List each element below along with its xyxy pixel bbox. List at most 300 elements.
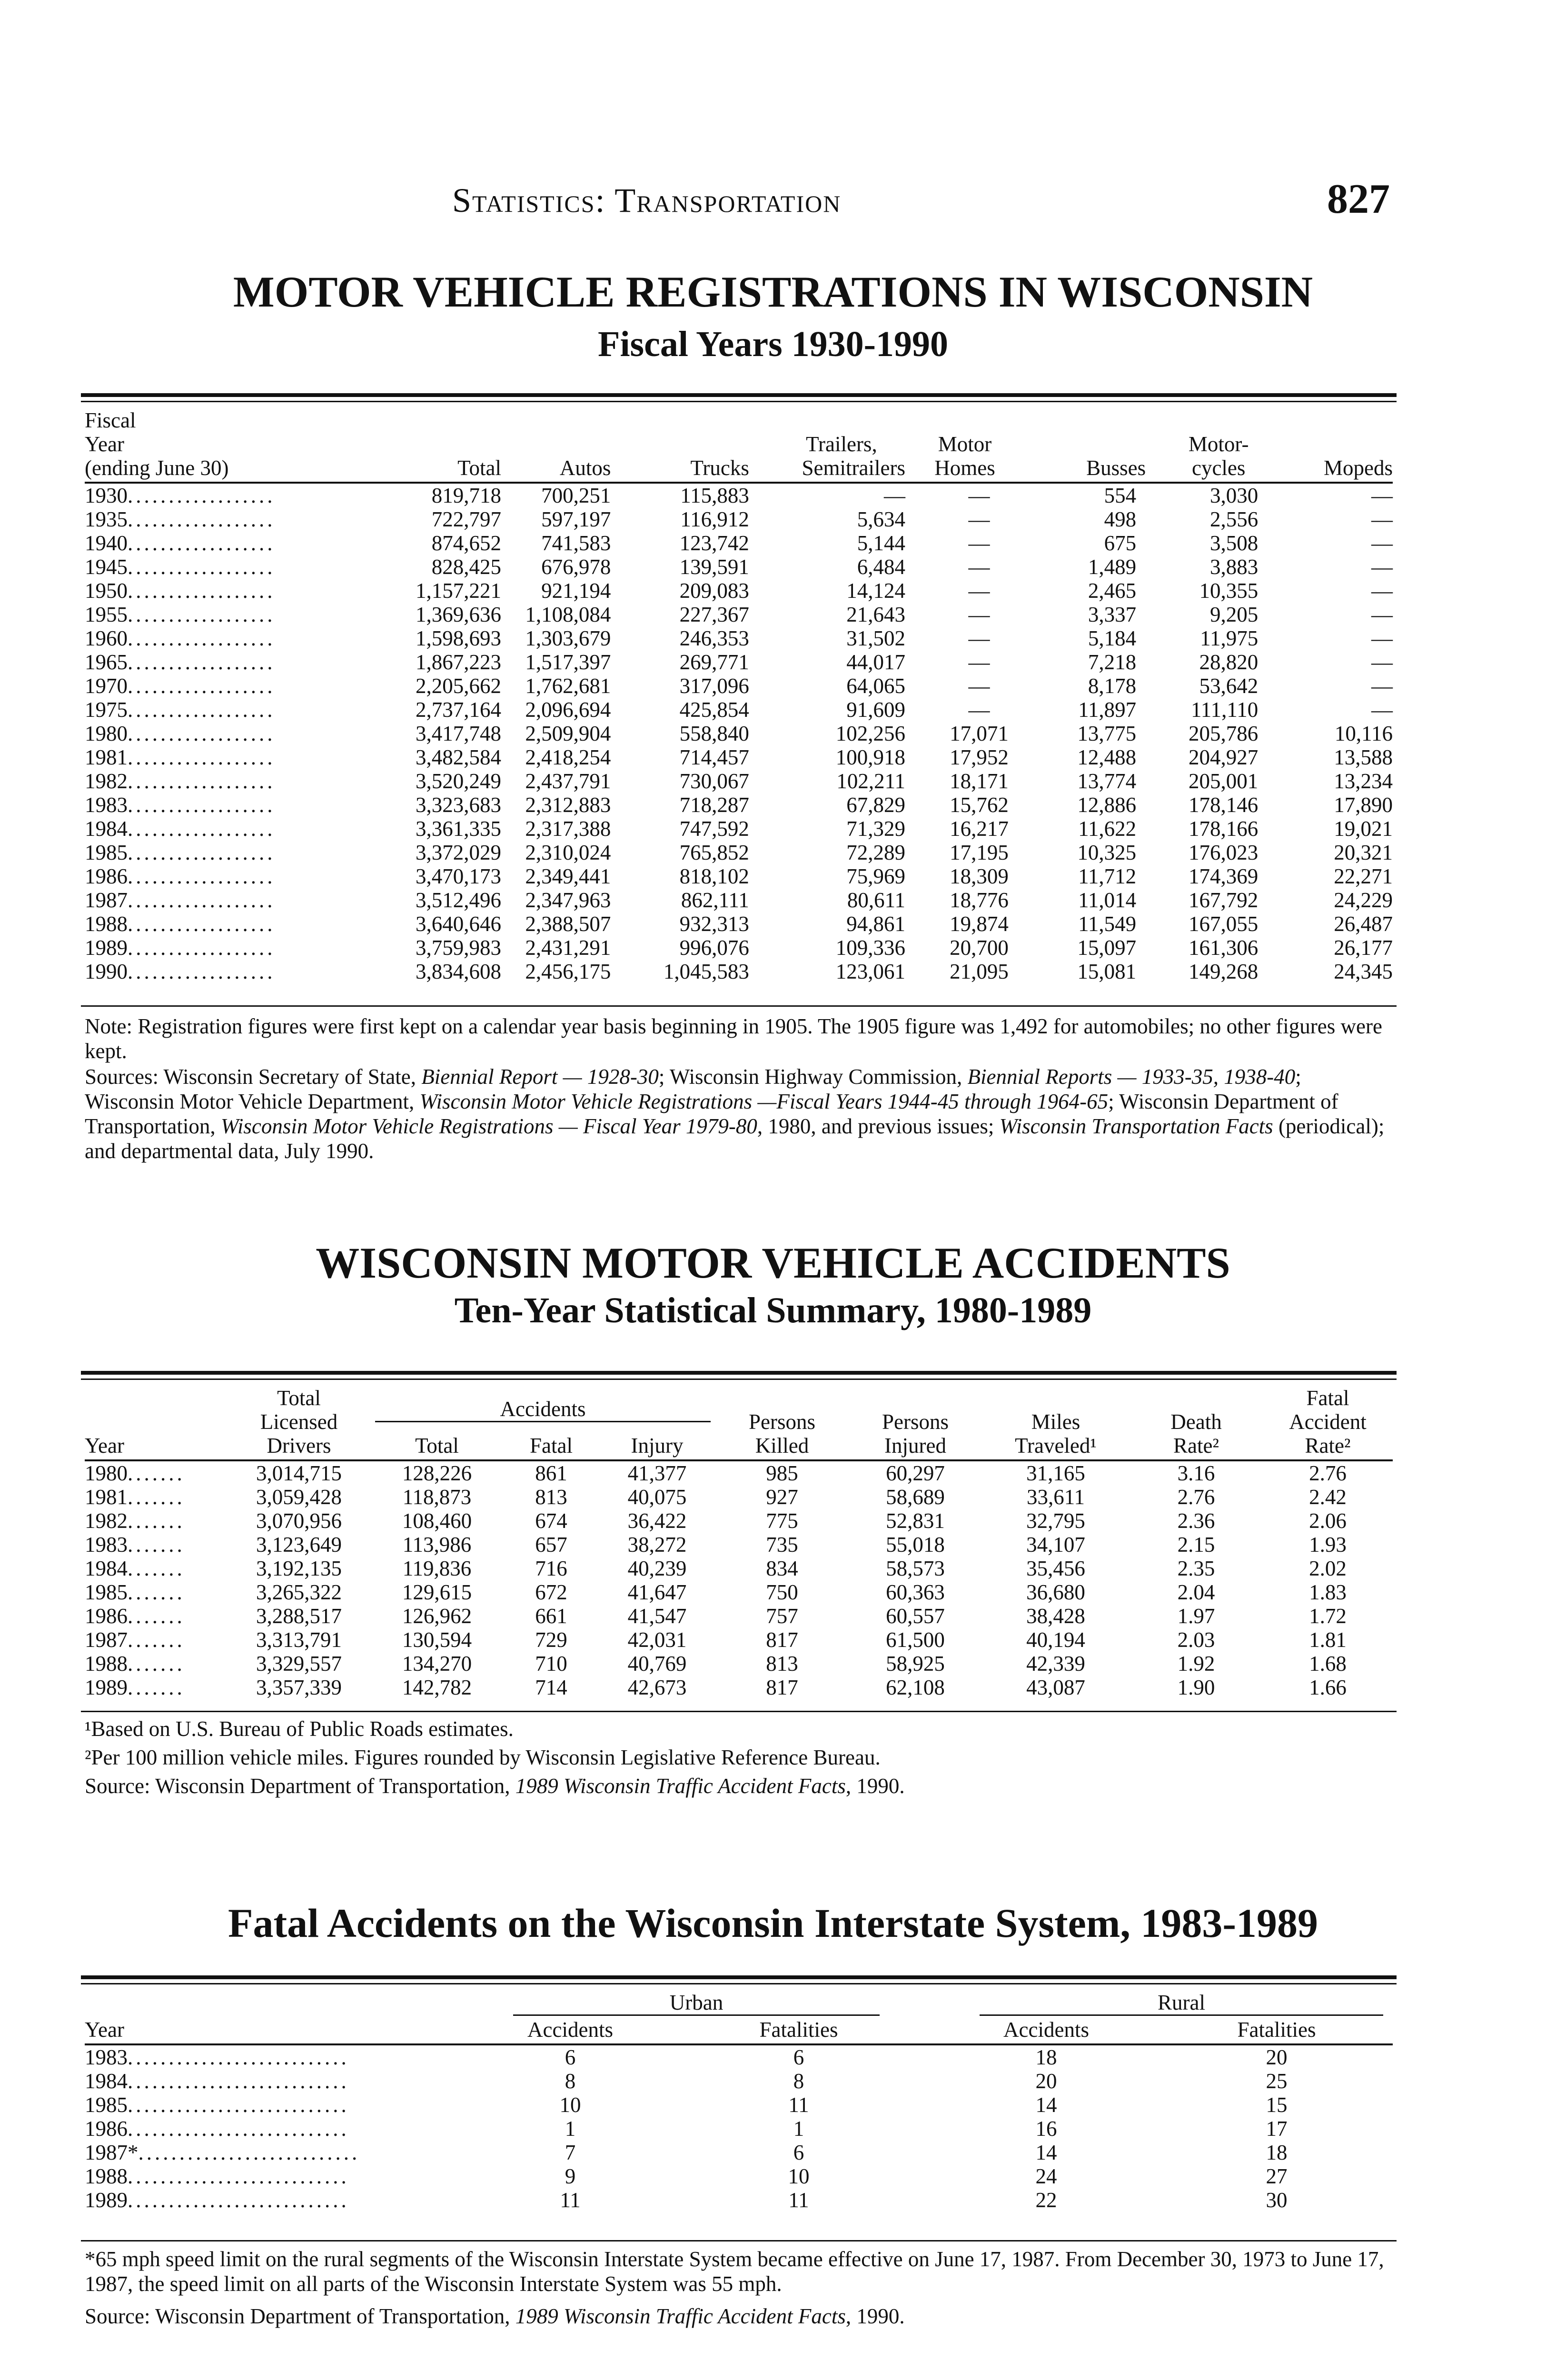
- cell-miles-traveled: 31,165: [1026, 1461, 1085, 1485]
- table-row: [85, 722, 1393, 745]
- cell-urban-fatalities: 1: [793, 2117, 804, 2141]
- page-number: 827: [1327, 176, 1390, 222]
- row-year: 1982.......: [85, 1509, 185, 1533]
- cell-busses: 12,488: [1077, 745, 1137, 769]
- cell-motorcycles: 28,820: [1199, 650, 1259, 674]
- divider: [81, 2240, 1397, 2241]
- cell-miles-traveled: 36,680: [1026, 1580, 1085, 1604]
- col-header-persons-injured: Persons Injured: [882, 1410, 949, 1458]
- cell-accidents-total: 108,460: [402, 1509, 472, 1533]
- cell-motorcycles: 205,001: [1188, 769, 1259, 793]
- cell-fatal-accident-rate: 2.76: [1309, 1461, 1347, 1485]
- row-year-label: 1988: [85, 2164, 128, 2188]
- cell-fatal-accident-rate: 1.83: [1309, 1580, 1347, 1604]
- cell-motorcycles: 176,023: [1188, 841, 1259, 864]
- table-row: [85, 1628, 1393, 1652]
- cell-persons-injured: 58,925: [886, 1652, 945, 1676]
- col-header-rural-fatalities: Fatalities: [1237, 2018, 1316, 2042]
- cell-miles-traveled: 42,339: [1026, 1652, 1085, 1676]
- cell-autos: 1,108,084: [525, 603, 611, 626]
- cell-trailers: 44,017: [846, 650, 905, 674]
- table-row: [85, 1604, 1393, 1628]
- cell-busses: 7,218: [1088, 650, 1137, 674]
- cell-trailers: 6,484: [857, 555, 905, 579]
- cell-persons-killed: 735: [766, 1533, 798, 1557]
- row-year-label: 1989: [85, 1676, 128, 1699]
- cell-trailers: 31,502: [846, 626, 905, 650]
- table-row: [85, 2069, 1393, 2093]
- cell-death-rate: 1.97: [1177, 1604, 1215, 1628]
- table-row: [85, 579, 1393, 603]
- cell-busses: 11,014: [1078, 888, 1137, 912]
- cell-accidents-fatal: 710: [535, 1652, 567, 1676]
- cell-trailers: 75,969: [846, 864, 905, 888]
- row-year: 1989.......: [85, 1676, 185, 1699]
- cell-trucks: 317,096: [679, 674, 749, 698]
- interstate-footnote: *65 mph speed limit on the rural segments of the Wisconsin Interstate System became effective on June 17, 1987. From December 30, 1973 to June 17, 1987, the speed limit on all parts of the Wisconsin Interstate System was 55 mph.: [85, 2247, 1384, 2296]
- cell-total: 3,640,646: [416, 912, 501, 936]
- cell-motorcycles: 11,975: [1200, 626, 1259, 650]
- table-row: [85, 674, 1393, 698]
- cell-busses: 1,489: [1088, 555, 1137, 579]
- cell-persons-injured: 55,018: [886, 1533, 945, 1557]
- cell-mopeds: —: [1371, 650, 1393, 674]
- cell-motor-homes: 17,071: [950, 722, 1009, 745]
- row-year-label: 1930: [85, 484, 128, 507]
- cell-rural-fatalities: 17: [1266, 2117, 1288, 2141]
- col-header-accidents: Accidents: [370, 1386, 715, 1424]
- divider: [81, 393, 1397, 397]
- row-year-label: 1986: [85, 2117, 128, 2141]
- cell-fatal-accident-rate: 1.72: [1309, 1604, 1347, 1628]
- row-year-label: 1987: [85, 888, 128, 912]
- cell-motorcycles: 149,268: [1188, 960, 1259, 983]
- cell-total: 3,361,335: [416, 817, 501, 841]
- col-header-year: Year: [85, 2018, 124, 2042]
- cell-motorcycles: 161,306: [1188, 936, 1259, 960]
- row-year: 1988...........................: [85, 2164, 349, 2188]
- table-row: [85, 650, 1393, 674]
- cell-trucks: 425,854: [679, 698, 749, 722]
- cell-persons-killed: 775: [766, 1509, 798, 1533]
- col-header-accidents-injury: Injury: [631, 1434, 684, 1458]
- row-year-label: 1965: [85, 650, 128, 674]
- cell-total: 3,482,584: [416, 745, 501, 769]
- cell-autos: 2,418,254: [525, 745, 611, 769]
- cell-motor-homes: 21,095: [950, 960, 1009, 983]
- cell-persons-injured: 60,297: [886, 1461, 945, 1485]
- row-year-label: 1988: [85, 1652, 128, 1676]
- cell-licensed-drivers: 3,059,428: [256, 1485, 342, 1509]
- cell-accidents-fatal: 714: [535, 1676, 567, 1699]
- cell-busses: 13,775: [1077, 722, 1137, 745]
- divider: [81, 1378, 1397, 1380]
- cell-accidents-total: 142,782: [402, 1676, 472, 1699]
- cell-rural-fatalities: 25: [1266, 2069, 1288, 2093]
- cell-autos: 2,312,883: [525, 793, 611, 817]
- cell-mopeds: 10,116: [1334, 722, 1393, 745]
- cell-death-rate: 2.04: [1177, 1580, 1215, 1604]
- row-year-label: 1987*: [85, 2141, 139, 2164]
- cell-motor-homes: 18,171: [950, 769, 1009, 793]
- cell-total: 874,652: [431, 531, 501, 555]
- col-header-year: Year: [85, 1434, 124, 1458]
- cell-trucks: 818,102: [679, 864, 749, 888]
- cell-death-rate: 2.76: [1177, 1485, 1215, 1509]
- cell-persons-injured: 62,108: [886, 1676, 945, 1699]
- cell-motor-homes: 17,952: [950, 745, 1009, 769]
- cell-miles-traveled: 34,107: [1026, 1533, 1085, 1557]
- table-row: [85, 2188, 1393, 2212]
- cell-motor-homes: 19,874: [950, 912, 1009, 936]
- col-header-autos: Autos: [559, 456, 611, 480]
- table-row: [85, 864, 1393, 888]
- row-year: 1983.......: [85, 1533, 185, 1557]
- row-year: 1982..................: [85, 769, 276, 793]
- cell-autos: 700,251: [541, 484, 611, 507]
- cell-busses: 498: [1104, 507, 1137, 531]
- table-row: [85, 2164, 1393, 2188]
- cell-trucks: 558,840: [679, 722, 749, 745]
- cell-accidents-fatal: 716: [535, 1557, 567, 1580]
- cell-rural-fatalities: 20: [1266, 2045, 1288, 2069]
- cell-mopeds: 19,021: [1334, 817, 1393, 841]
- col-header-persons-killed: Persons Killed: [748, 1410, 815, 1458]
- cell-mopeds: —: [1371, 603, 1393, 626]
- row-year: 1930..................: [85, 484, 276, 507]
- cell-trailers: 64,065: [846, 674, 905, 698]
- cell-trucks: 730,067: [679, 769, 749, 793]
- cell-autos: 2,347,963: [525, 888, 611, 912]
- col-group-urban: Urban: [475, 1991, 932, 2018]
- cell-trucks: 115,883: [680, 484, 749, 507]
- cell-death-rate: 1.90: [1177, 1676, 1215, 1699]
- cell-busses: 8,178: [1088, 674, 1137, 698]
- cell-motor-homes: —: [968, 484, 990, 507]
- cell-mopeds: 13,234: [1334, 769, 1393, 793]
- cell-persons-killed: 750: [766, 1580, 798, 1604]
- cell-motorcycles: 204,927: [1188, 745, 1259, 769]
- cell-motorcycles: 167,792: [1188, 888, 1259, 912]
- cell-trucks: 1,045,583: [663, 960, 749, 983]
- cell-autos: 2,388,507: [525, 912, 611, 936]
- divider: [81, 1005, 1397, 1007]
- cell-busses: 2,465: [1088, 579, 1137, 603]
- row-year: 1986...........................: [85, 2117, 349, 2141]
- cell-mopeds: 22,271: [1334, 864, 1393, 888]
- accidents-footnote-1: ¹Based on U.S. Bureau of Public Roads estimates.: [85, 1717, 514, 1741]
- cell-trailers: 21,643: [846, 603, 905, 626]
- cell-mopeds: —: [1371, 555, 1393, 579]
- cell-trucks: 269,771: [679, 650, 749, 674]
- cell-urban-accidents: 1: [565, 2117, 576, 2141]
- cell-mopeds: 13,588: [1334, 745, 1393, 769]
- cell-autos: 2,317,388: [525, 817, 611, 841]
- cell-persons-killed: 813: [766, 1652, 798, 1676]
- cell-motorcycles: 174,369: [1188, 864, 1259, 888]
- cell-licensed-drivers: 3,070,956: [256, 1509, 342, 1533]
- cell-mopeds: 20,321: [1334, 841, 1393, 864]
- table-row: [85, 483, 1393, 507]
- divider: [81, 1711, 1397, 1712]
- cell-autos: 676,978: [541, 555, 611, 579]
- cell-busses: 3,337: [1088, 603, 1137, 626]
- cell-rural-accidents: 24: [1035, 2164, 1057, 2188]
- row-year-label: 1983: [85, 2045, 128, 2069]
- cell-motor-homes: —: [968, 579, 990, 603]
- col-header-rural-accidents: Accidents: [1003, 2018, 1089, 2042]
- cell-trailers: 94,861: [846, 912, 905, 936]
- table-row: [85, 1533, 1393, 1557]
- cell-trailers: —: [883, 484, 905, 507]
- cell-autos: 1,517,397: [525, 650, 611, 674]
- table-row: [85, 1557, 1393, 1580]
- cell-accidents-fatal: 729: [535, 1628, 567, 1652]
- table-row: [85, 1580, 1393, 1604]
- cell-persons-killed: 817: [766, 1676, 798, 1699]
- cell-rural-accidents: 14: [1035, 2093, 1057, 2117]
- cell-trailers: 5,634: [857, 507, 905, 531]
- row-year: 1985..................: [85, 841, 276, 864]
- cell-motor-homes: 15,762: [950, 793, 1009, 817]
- row-year-label: 1987: [85, 1628, 128, 1652]
- cell-persons-injured: 52,831: [886, 1509, 945, 1533]
- cell-trucks: 227,367: [679, 603, 749, 626]
- row-year: 1990..................: [85, 960, 276, 983]
- cell-mopeds: —: [1371, 698, 1393, 722]
- cell-trailers: 67,829: [846, 793, 905, 817]
- row-year-label: 1986: [85, 864, 128, 888]
- cell-accidents-injury: 42,031: [627, 1628, 687, 1652]
- table-row: [85, 1485, 1393, 1509]
- row-year-label: 1983: [85, 793, 128, 817]
- table-row: [85, 793, 1393, 817]
- cell-mopeds: —: [1371, 579, 1393, 603]
- table-row: [85, 1509, 1393, 1533]
- row-year: 1988.......: [85, 1652, 185, 1676]
- cell-accidents-injury: 42,673: [627, 1676, 687, 1699]
- cell-accidents-total: 118,873: [402, 1485, 472, 1509]
- row-year-label: 1985: [85, 841, 128, 864]
- cell-urban-accidents: 7: [565, 2141, 576, 2164]
- row-year: 1970..................: [85, 674, 276, 698]
- cell-accidents-total: 134,270: [402, 1652, 472, 1676]
- cell-busses: 13,774: [1077, 769, 1137, 793]
- col-header-accidents-total: Total: [415, 1434, 459, 1458]
- cell-motorcycles: 3,508: [1209, 531, 1259, 555]
- table-row: [85, 912, 1393, 936]
- table-row: [85, 531, 1393, 555]
- cell-total: 3,470,173: [416, 864, 501, 888]
- cell-busses: 15,097: [1077, 936, 1137, 960]
- cell-autos: 1,303,679: [525, 626, 611, 650]
- cell-trucks: 765,852: [679, 841, 749, 864]
- cell-trucks: 862,111: [681, 888, 749, 912]
- cell-licensed-drivers: 3,192,135: [256, 1557, 342, 1580]
- row-year: 1984..................: [85, 817, 276, 841]
- cell-motor-homes: 18,309: [950, 864, 1009, 888]
- cell-rural-accidents: 18: [1035, 2045, 1057, 2069]
- cell-motorcycles: 111,110: [1190, 698, 1259, 722]
- col-header-licensed-drivers: Total Licensed Drivers: [260, 1386, 338, 1458]
- cell-rural-fatalities: 18: [1266, 2141, 1288, 2164]
- row-year: 1980..................: [85, 722, 276, 745]
- cell-busses: 15,081: [1077, 960, 1137, 983]
- cell-mopeds: —: [1371, 531, 1393, 555]
- cell-persons-killed: 927: [766, 1485, 798, 1509]
- row-year-label: 1983: [85, 1533, 128, 1557]
- cell-mopeds: 26,177: [1334, 936, 1393, 960]
- cell-autos: 2,096,694: [525, 698, 611, 722]
- row-year: 1987.......: [85, 1628, 185, 1652]
- cell-trailers: 5,144: [857, 531, 905, 555]
- cell-autos: 2,437,791: [525, 769, 611, 793]
- cell-trucks: 116,912: [680, 507, 749, 531]
- cell-persons-killed: 985: [766, 1461, 798, 1485]
- cell-total: 1,867,223: [416, 650, 501, 674]
- cell-persons-killed: 817: [766, 1628, 798, 1652]
- accidents-footnote-2: ²Per 100 million vehicle miles. Figures rounded by Wisconsin Legislative Reference Bureau.: [85, 1745, 881, 1769]
- cell-trailers: 109,336: [835, 936, 905, 960]
- cell-persons-injured: 58,689: [886, 1485, 945, 1509]
- table-row: [85, 745, 1393, 769]
- cell-urban-accidents: 8: [565, 2069, 576, 2093]
- row-year: 1981.......: [85, 1485, 185, 1509]
- cell-accidents-injury: 41,647: [627, 1580, 687, 1604]
- row-year: 1986..................: [85, 864, 276, 888]
- row-year-label: 1982: [85, 1509, 128, 1533]
- row-year-label: 1981: [85, 745, 128, 769]
- row-year: 1987*...........................: [85, 2141, 360, 2164]
- cell-autos: 2,349,441: [525, 864, 611, 888]
- row-year-label: 1984: [85, 1557, 128, 1580]
- cell-urban-fatalities: 8: [793, 2069, 804, 2093]
- cell-total: 1,157,221: [416, 579, 501, 603]
- cell-accidents-injury: 38,272: [627, 1533, 687, 1557]
- row-year: 1984.......: [85, 1557, 185, 1580]
- cell-fatal-accident-rate: 2.06: [1309, 1509, 1347, 1533]
- cell-fatal-accident-rate: 2.02: [1309, 1557, 1347, 1580]
- cell-busses: 5,184: [1088, 626, 1137, 650]
- row-year-label: 1945: [85, 555, 128, 579]
- cell-trucks: 747,592: [679, 817, 749, 841]
- cell-total: 819,718: [431, 484, 501, 507]
- cell-accidents-total: 119,836: [402, 1557, 472, 1580]
- cell-total: 828,425: [431, 555, 501, 579]
- cell-persons-injured: 61,500: [886, 1628, 945, 1652]
- cell-mopeds: —: [1371, 626, 1393, 650]
- cell-rural-accidents: 16: [1035, 2117, 1057, 2141]
- cell-motor-homes: 16,217: [950, 817, 1009, 841]
- row-year-label: 1988: [85, 912, 128, 936]
- row-year: 1985...........................: [85, 2093, 349, 2117]
- cell-trailers: 72,289: [846, 841, 905, 864]
- cell-accidents-fatal: 661: [535, 1604, 567, 1628]
- cell-motor-homes: 20,700: [950, 936, 1009, 960]
- row-year: 1975..................: [85, 698, 276, 722]
- cell-accidents-injury: 40,769: [627, 1652, 687, 1676]
- cell-motorcycles: 53,642: [1199, 674, 1259, 698]
- cell-rural-fatalities: 15: [1266, 2093, 1288, 2117]
- col-header-motorcycles: Motor- cycles: [1188, 432, 1249, 480]
- cell-trucks: 714,457: [679, 745, 749, 769]
- cell-fatal-accident-rate: 1.66: [1309, 1676, 1347, 1699]
- cell-miles-traveled: 32,795: [1026, 1509, 1085, 1533]
- row-year: 1987..................: [85, 888, 276, 912]
- cell-motorcycles: 167,055: [1188, 912, 1259, 936]
- row-year-label: 1990: [85, 960, 128, 983]
- interstate-table: [85, 1991, 1393, 2212]
- accidents-source: Source: Wisconsin Department of Transportation, 1989 Wisconsin Traffic Accident Facts, 1990.: [85, 1774, 905, 1798]
- cell-accidents-injury: 41,547: [627, 1604, 687, 1628]
- cell-urban-fatalities: 6: [793, 2045, 804, 2069]
- cell-licensed-drivers: 3,288,517: [256, 1604, 342, 1628]
- table-row: [85, 960, 1393, 983]
- cell-accidents-total: 113,986: [402, 1533, 472, 1557]
- cell-motor-homes: —: [968, 507, 990, 531]
- cell-motorcycles: 178,166: [1188, 817, 1259, 841]
- row-year: 1984...........................: [85, 2069, 349, 2093]
- cell-fatal-accident-rate: 1.68: [1309, 1652, 1347, 1676]
- col-header-mopeds: Mopeds: [1324, 456, 1393, 480]
- col-header-fatal-accident-rate: Fatal Accident Rate²: [1289, 1386, 1367, 1458]
- row-year: 1935..................: [85, 507, 276, 531]
- col-header-trailers: Trailers, Semitrailers: [802, 432, 905, 480]
- row-year: 1989..................: [85, 936, 276, 960]
- col-header-busses: Busses: [1086, 456, 1146, 480]
- col-header-accidents-fatal: Fatal: [530, 1434, 573, 1458]
- row-year-label: 1970: [85, 674, 128, 698]
- row-year-label: 1935: [85, 507, 128, 531]
- cell-accidents-fatal: 674: [535, 1509, 567, 1533]
- cell-autos: 1,762,681: [525, 674, 611, 698]
- cell-busses: 11,622: [1078, 817, 1137, 841]
- cell-licensed-drivers: 3,313,791: [256, 1628, 342, 1652]
- row-year-label: 1955: [85, 603, 128, 626]
- cell-trucks: 123,742: [679, 531, 749, 555]
- cell-autos: 921,194: [541, 579, 611, 603]
- cell-death-rate: 1.92: [1177, 1652, 1215, 1676]
- cell-autos: 2,509,904: [525, 722, 611, 745]
- cell-motor-homes: —: [968, 674, 990, 698]
- cell-miles-traveled: 35,456: [1026, 1557, 1085, 1580]
- cell-miles-traveled: 38,428: [1026, 1604, 1085, 1628]
- table-row: [85, 817, 1393, 841]
- cell-accidents-total: 129,615: [402, 1580, 472, 1604]
- cell-fatal-accident-rate: 1.93: [1309, 1533, 1347, 1557]
- cell-licensed-drivers: 3,265,322: [256, 1580, 342, 1604]
- col-header-urban-fatalities: Fatalities: [759, 2018, 838, 2042]
- cell-trailers: 100,918: [835, 745, 905, 769]
- row-year: 1988..................: [85, 912, 276, 936]
- row-year-label: 1984: [85, 817, 128, 841]
- row-year: 1960..................: [85, 626, 276, 650]
- cell-motor-homes: —: [968, 626, 990, 650]
- cell-licensed-drivers: 3,123,649: [256, 1533, 342, 1557]
- cell-death-rate: 2.36: [1177, 1509, 1215, 1533]
- cell-urban-fatalities: 11: [788, 2188, 809, 2212]
- cell-rural-fatalities: 30: [1266, 2188, 1288, 2212]
- cell-total: 3,834,608: [416, 960, 501, 983]
- cell-accidents-total: 130,594: [402, 1628, 472, 1652]
- cell-trucks: 932,313: [679, 912, 749, 936]
- table-row: [85, 603, 1393, 626]
- cell-persons-killed: 757: [766, 1604, 798, 1628]
- row-year-label: 1980: [85, 1461, 128, 1485]
- cell-accidents-fatal: 672: [535, 1580, 567, 1604]
- cell-total: 3,372,029: [416, 841, 501, 864]
- row-year: 1955..................: [85, 603, 276, 626]
